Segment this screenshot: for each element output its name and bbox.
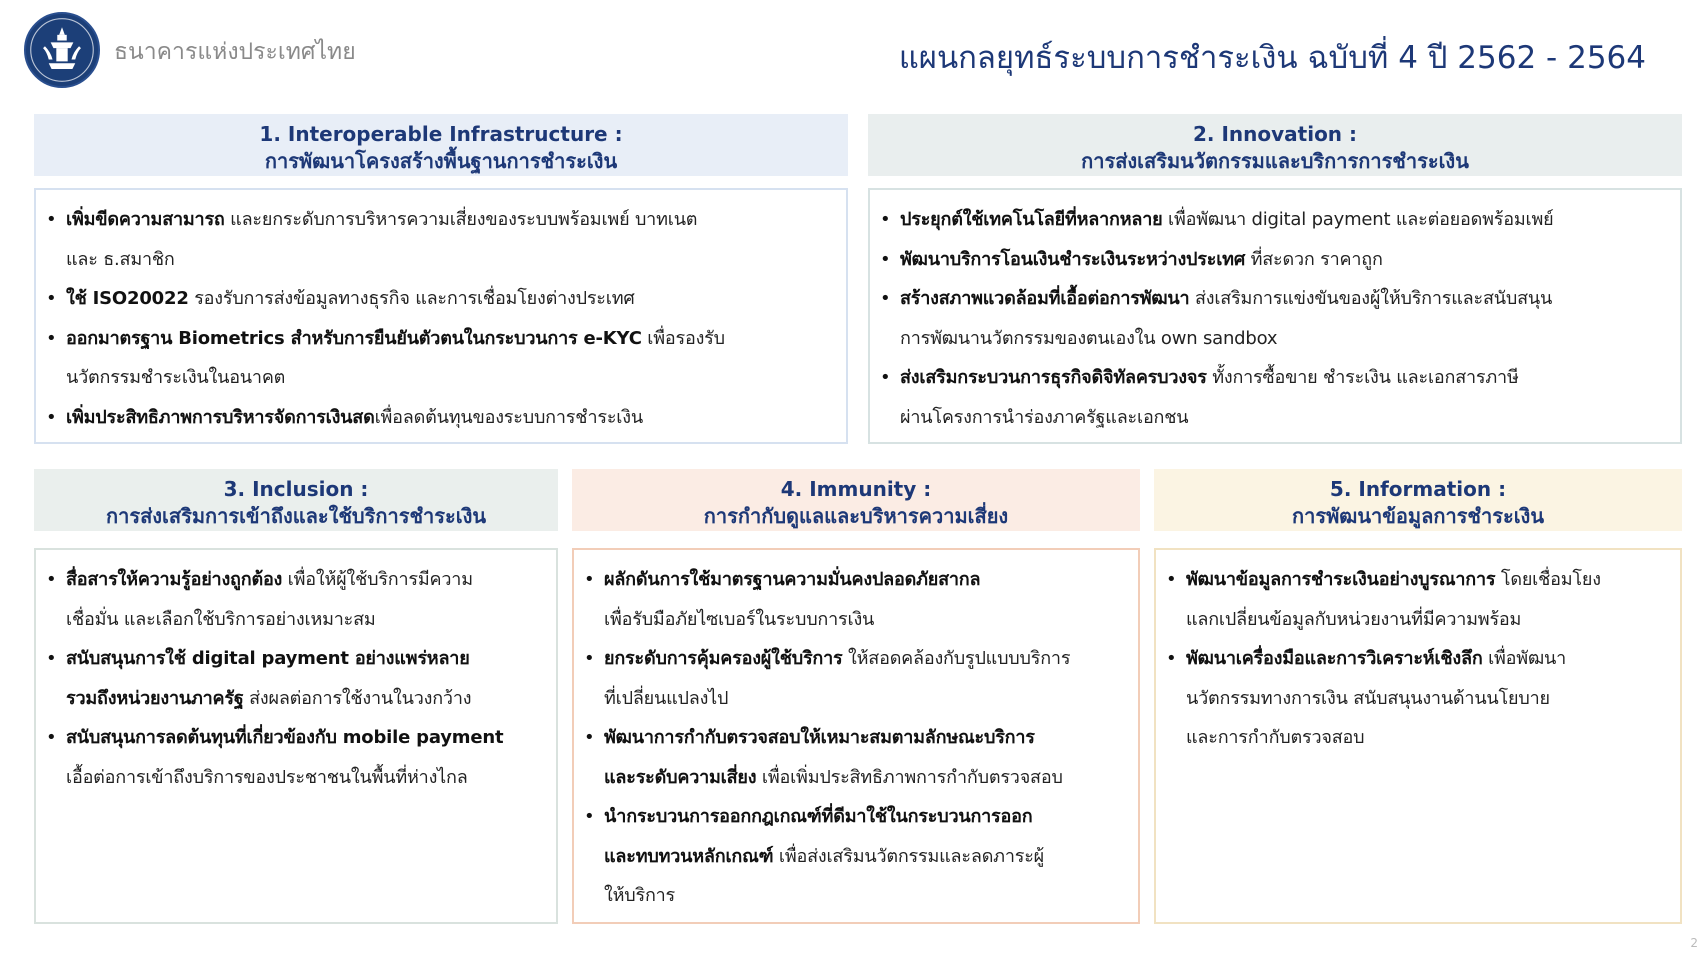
item-bold-text: พัฒนาการกำกับตรวจสอบให้เหมาะสมตามลักษณะบริการ [604,727,1035,748]
list-item [604,718,1130,797]
bank-logo [24,12,100,88]
item-text: และยกระดับการบริหารความเสี่ยงของระบบพร้อมเพย์ บาทเนต [224,209,698,230]
panel-2-list [900,200,1672,437]
item-continuation: เชื่อมั่น และเลือกใช้บริการอย่างเหมาะสม [66,608,376,630]
item-text: ให้สอดคล้องกับรูปแบบบริการ [842,648,1071,669]
panel-4-body [572,548,1140,924]
item-text: โดยเชื่อมโยง [1495,569,1601,590]
item-text: เพื่อพัฒนา digital payment และต่อยอดพร้อมเพย์ [1162,209,1554,230]
panel-1-title: 1. Interoperable Infrastructure : [259,122,623,146]
panel-3-list [66,560,548,797]
item-bold-text: สนับสนุนการใช้ digital payment อย่างแพร่หลาย [66,648,470,669]
item-bold-text: ผลักดันการใช้มาตรฐานความมั่นคงปลอดภัยสากล [604,569,981,590]
item-bold-text: สื่อสารให้ความรู้อย่างถูกต้อง [66,569,283,590]
item-continuation: เพื่อส่งเสริมนวัตกรรมและลดภาระผู้ [773,845,1045,867]
item-bold-text: พัฒนาบริการโอนเงินชำระเงินระหว่างประเทศ [900,248,1246,270]
panel-2-header [868,114,1682,176]
item-bold-text: ยกระดับการคุ้มครองผู้ใช้บริการ [604,648,843,669]
panel-1-body [34,188,848,444]
item-bold-text: เพิ่มประสิทธิภาพการบริหารจัดการเงินสด [66,406,375,428]
panel-3-title: 3. Inclusion : [223,477,369,501]
list-item [66,639,548,718]
item-continuation-bold: และระดับความเสี่ยง [604,766,757,788]
item-continuation-2: ให้บริการ [604,885,676,906]
item-text: เพื่อรองรับ [641,327,725,349]
item-text: เพื่อให้ผู้ใช้บริการมีความ [282,569,473,590]
item-bold-text: ส่งเสริมกระบวนการธุรกิจดิจิทัลครบวงจร [900,367,1207,388]
list-item [66,718,548,797]
item-bold-text: สร้างสภาพแวดล้อมที่เอื้อต่อการพัฒนา [900,288,1190,309]
panel-4-subtitle: การกำกับดูแลและบริหารความเสี่ยง [703,504,1009,528]
list-item [900,358,1672,437]
bank-name: ธนาคารแห่งประเทศไทย [114,39,356,65]
item-continuation: เพื่อรับมือภัยไซเบอร์ในระบบการเงิน [604,608,875,630]
panel-2-subtitle: การส่งเสริมนวัตกรรมและบริการการชำระเงิน [1081,149,1469,173]
page-title: แผนกลยุทธ์ระบบการชำระเงิน ฉบับที่ 4 ปี 2562 - 2564 [898,40,1646,76]
item-continuation: และ ธ.สมาชิก [66,248,175,270]
panel-1-list [66,200,838,437]
list-item [604,560,1130,639]
item-continuation: นวัตกรรมชำระเงินในอนาคต [66,367,286,388]
list-item [1186,560,1672,639]
item-bold-text: ใช้ ISO20022 [66,288,189,309]
panel-3-body [34,548,558,924]
panel-5-body [1154,548,1682,924]
panel-1-subtitle: การพัฒนาโครงสร้างพื้นฐานการชำระเงิน [264,149,618,173]
list-item [66,560,548,639]
panel-5-title: 5. Information : [1329,477,1507,501]
panel-3-subtitle: การส่งเสริมการเข้าถึงและใช้บริการชำระเงิน [105,504,487,528]
panel-5-subtitle: การพัฒนาข้อมูลการชำระเงิน [1291,504,1544,528]
item-bold-text: พัฒนาเครื่องมือและการวิเคราะห์เชิงลึก [1186,648,1483,669]
item-bold-text: เพิ่มขีดความสามารถ [66,209,225,230]
item-continuation: เอื้อต่อการเข้าถึงบริการของประชาชนในพื้นที่ห่างไกล [66,766,468,788]
item-bold-text: พัฒนาข้อมูลการชำระเงินอย่างบูรณาการ [1186,569,1496,590]
item-continuation: การพัฒนานวัตกรรมของตนเองใน own sandbox [900,327,1278,349]
item-bold-text: นำกระบวนการออกกฎเกณฑ์ที่ดีมาใช้ในกระบวนการออก [604,806,1033,827]
page-number: 2 [1690,936,1698,950]
item-continuation-2: และการกำกับตรวจสอบ [1186,727,1365,748]
panel-2-body [868,188,1682,444]
panel-4-title: 4. Immunity : [780,477,932,501]
list-item [66,200,838,279]
item-continuation: นวัตกรรมทางการเงิน สนับสนุนงานด้านนโยบาย [1186,687,1550,709]
panel-4-header [572,469,1140,531]
list-item [1186,639,1672,758]
panel-1-header [34,114,848,176]
list-item [66,398,838,438]
list-item [66,319,838,398]
panel-4-list [604,560,1130,916]
list-item [900,279,1672,358]
panel-5-list [1186,560,1672,758]
item-text: ส่งเสริมการแข่งขันของผู้ให้บริการและสนับสนุน [1189,288,1553,309]
list-item [604,797,1130,916]
item-continuation-bold: และทบทวนหลักเกณฑ์ [604,845,774,867]
item-text: เพื่อลดต้นทุนของระบบการชำระเงิน [374,406,643,428]
item-text: ทั้งการซื้อขาย ชำระเงิน และเอกสารภาษี [1206,367,1519,388]
list-item [900,240,1672,280]
list-item [604,639,1130,718]
item-continuation: แลกเปลี่ยนข้อมูลกับหน่วยงานที่มีความพร้อม [1186,608,1522,630]
item-bold-text: ประยุกต์ใช้เทคโนโลยีที่หลากหลาย [900,209,1163,230]
item-bold-text: สนับสนุนการลดต้นทุนที่เกี่ยวข้องกับ mobile payment [66,727,504,748]
panel-2-title: 2. Innovation : [1192,122,1358,146]
item-text: ที่สะดวก ราคาถูก [1245,248,1383,270]
list-item [900,200,1672,240]
item-continuation-bold: รวมถึงหน่วยงานภาครัฐ [66,687,244,709]
item-text: รองรับการส่งข้อมูลทางธุรกิจ และการเชื่อมโยงต่างประเทศ [188,288,635,309]
panel-3-header [34,469,558,531]
garuda-seal-icon [26,14,98,86]
item-continuation: ส่งผลต่อการใช้งานในวงกว้าง [243,687,472,709]
item-bold-text: ออกมาตรฐาน Biometrics สำหรับการยืนยันตัวตนในกระบวนการ e-KYC [66,327,642,349]
list-item [66,279,838,319]
panel-5-header [1154,469,1682,531]
item-continuation: ผ่านโครงการนำร่องภาครัฐและเอกชน [900,406,1189,428]
item-continuation: เพื่อเพิ่มประสิทธิภาพการกำกับตรวจสอบ [756,766,1063,788]
item-continuation: ที่เปลี่ยนแปลงไป [604,687,729,709]
item-text: เพื่อพัฒนา [1482,648,1567,669]
